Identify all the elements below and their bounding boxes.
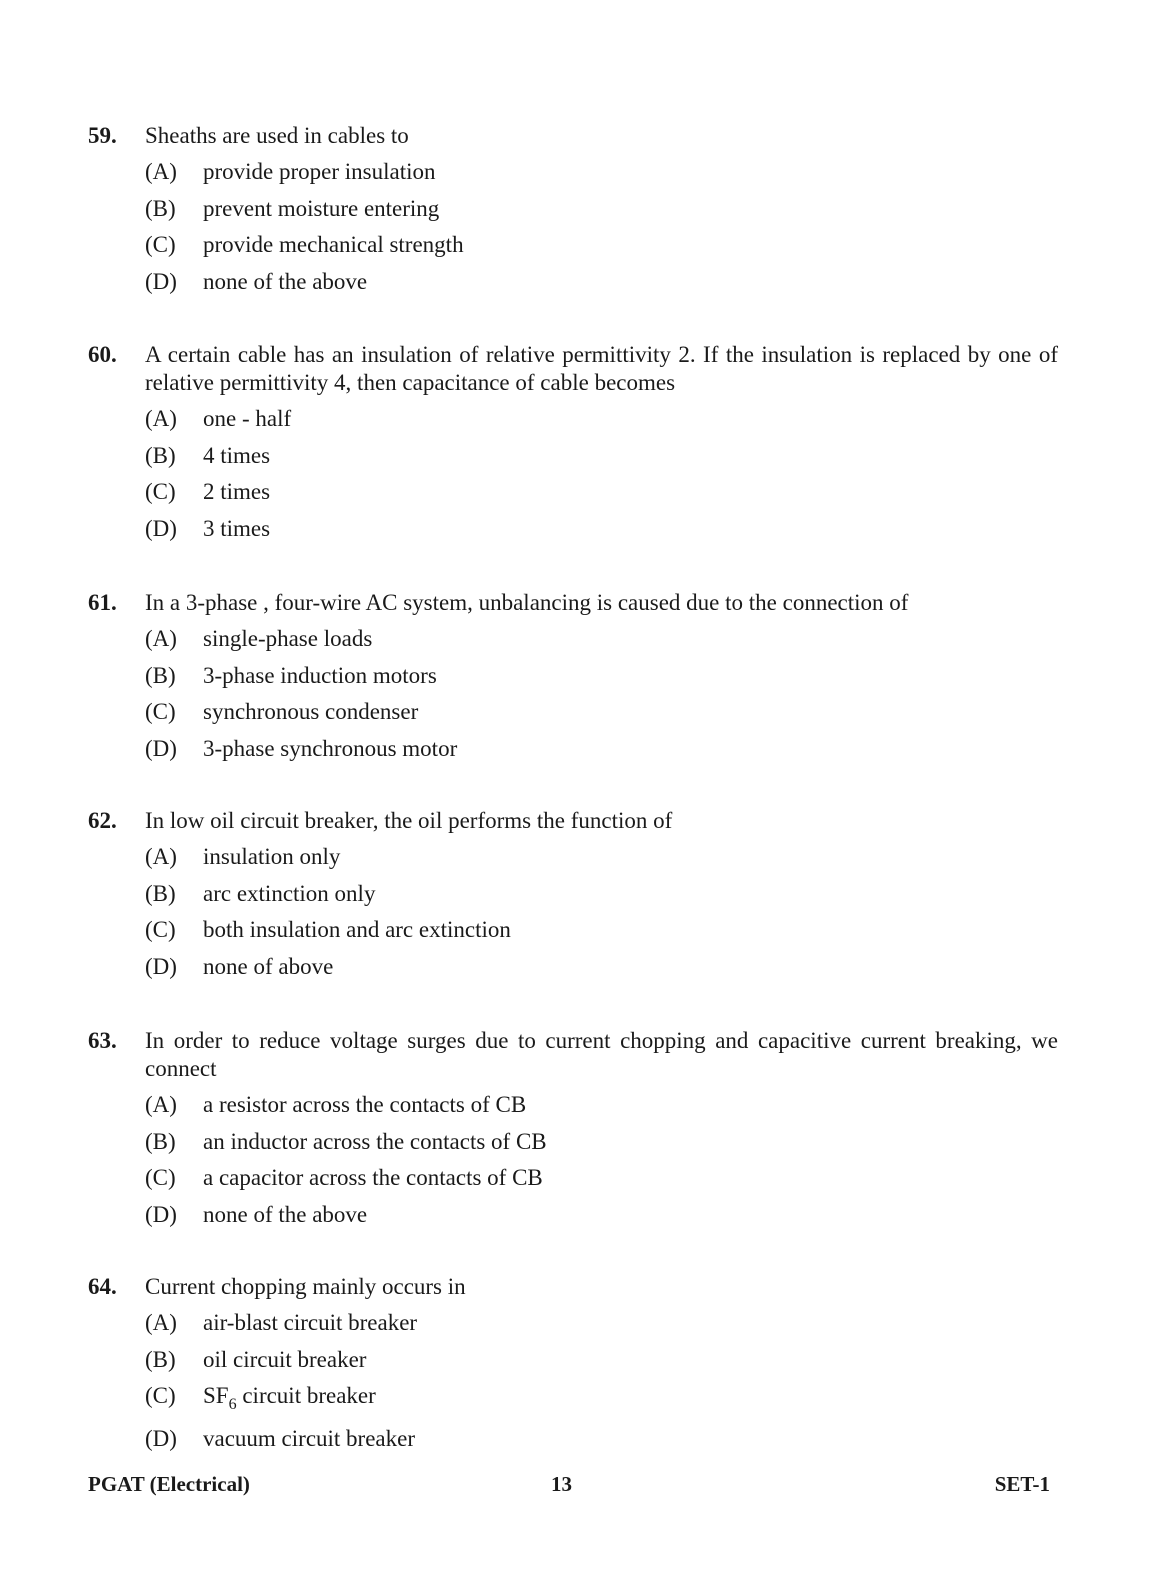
option-d bbox=[145, 1425, 1058, 1462]
option-letter: (C) bbox=[145, 699, 176, 725]
option-a bbox=[145, 843, 1058, 880]
option-text: oil circuit breaker bbox=[203, 1346, 367, 1372]
question-number: 59. bbox=[88, 123, 117, 148]
option-letter: (B) bbox=[145, 662, 176, 688]
question-number: 64. bbox=[88, 1274, 117, 1299]
option-b bbox=[145, 880, 1058, 917]
option-c bbox=[145, 1382, 1058, 1425]
option-letter: (B) bbox=[145, 1128, 176, 1154]
option-a bbox=[145, 1091, 1058, 1128]
question-text: In order to reduce voltage surges due to current chopping and capacitive current breaking, we connect bbox=[145, 1028, 1058, 1081]
option-letter: (D) bbox=[145, 515, 177, 541]
option-text: both insulation and arc extinction bbox=[203, 917, 511, 943]
option-b bbox=[145, 1128, 1058, 1165]
option-text: an inductor across the contacts of CB bbox=[203, 1128, 547, 1154]
option-text: none of the above bbox=[203, 1201, 368, 1227]
option-text: 2 times bbox=[203, 479, 271, 505]
option-letter: (D) bbox=[145, 953, 177, 979]
option-letter: (C) bbox=[145, 232, 176, 258]
option-d bbox=[145, 268, 1058, 305]
option-text: none of above bbox=[203, 953, 334, 979]
question-63 bbox=[88, 1027, 1058, 1237]
option-text: synchronous condenser bbox=[203, 699, 419, 725]
option-b bbox=[145, 662, 1058, 699]
option-letter: (B) bbox=[145, 195, 176, 221]
question-number: 61. bbox=[88, 590, 117, 615]
question-60 bbox=[88, 341, 1058, 551]
option-text: prevent moisture entering bbox=[203, 195, 440, 221]
question-text: Sheaths are used in cables to bbox=[145, 123, 409, 148]
option-text: a resistor across the contacts of CB bbox=[203, 1092, 527, 1117]
option-letter: (B) bbox=[145, 442, 176, 468]
option-text: 4 times bbox=[203, 442, 271, 468]
question-number: 60. bbox=[88, 342, 117, 367]
footer-set-label: SET-1 bbox=[994, 1472, 1050, 1496]
page-number: 13 bbox=[551, 1472, 572, 1496]
options-list bbox=[145, 625, 1058, 771]
option-text: vacuum circuit breaker bbox=[203, 1426, 415, 1452]
option-letter: (D) bbox=[145, 735, 177, 761]
options-list bbox=[145, 1091, 1058, 1237]
option-a bbox=[145, 405, 1058, 442]
question-64 bbox=[88, 1273, 1058, 1462]
option-letter: (A) bbox=[145, 1092, 177, 1117]
question-62 bbox=[88, 807, 1058, 989]
option-letter: (C) bbox=[145, 1383, 176, 1409]
option-text: insulation only bbox=[203, 844, 341, 869]
option-text: one - half bbox=[203, 406, 292, 431]
option-text: single-phase loads bbox=[203, 626, 373, 651]
question-text: In low oil circuit breaker, the oil performs the function of bbox=[145, 808, 673, 833]
option-c bbox=[145, 916, 1058, 953]
option-letter: (D) bbox=[145, 1201, 177, 1227]
option-d bbox=[145, 953, 1058, 990]
option-a bbox=[145, 158, 1058, 195]
option-d bbox=[145, 515, 1058, 552]
option-d bbox=[145, 735, 1058, 772]
option-text: a capacitor across the contacts of CB bbox=[203, 1165, 543, 1191]
option-c bbox=[145, 478, 1058, 515]
option-b bbox=[145, 442, 1058, 479]
option-letter: (C) bbox=[145, 917, 176, 943]
option-text: provide mechanical strength bbox=[203, 232, 464, 258]
question-text: Current chopping mainly occurs in bbox=[145, 1274, 466, 1299]
option-letter: (A) bbox=[145, 1310, 177, 1335]
page-footer bbox=[88, 1472, 1050, 1502]
question-number: 62. bbox=[88, 808, 117, 833]
option-b bbox=[145, 1346, 1058, 1383]
option-letter: (A) bbox=[145, 406, 177, 431]
option-letter: (A) bbox=[145, 844, 177, 869]
option-letter: (A) bbox=[145, 159, 177, 184]
option-c bbox=[145, 698, 1058, 735]
option-text: 3 times bbox=[203, 515, 271, 541]
option-text bbox=[203, 1382, 376, 1414]
option-letter: (A) bbox=[145, 626, 177, 651]
option-d bbox=[145, 1201, 1058, 1238]
option-text: air-blast circuit breaker bbox=[203, 1310, 418, 1335]
question-text: A certain cable has an insulation of relative permittivity 2. If the insulation is replaced by one of relative permittivity 4, then capacitance of cable becomes bbox=[145, 342, 1058, 395]
option-letter: (D) bbox=[145, 1426, 177, 1452]
footer-exam-title: PGAT (Electrical) bbox=[88, 1472, 250, 1496]
option-letter: (C) bbox=[145, 479, 176, 505]
options-list bbox=[145, 1309, 1058, 1462]
subscript: 6 bbox=[228, 1396, 237, 1414]
option-letter: (B) bbox=[145, 880, 176, 906]
question-59 bbox=[88, 122, 1058, 304]
options-list bbox=[145, 843, 1058, 989]
option-text-suffix: circuit breaker bbox=[236, 1383, 376, 1409]
option-a bbox=[145, 625, 1058, 662]
option-text: 3-phase induction motors bbox=[203, 662, 437, 688]
options-list bbox=[145, 405, 1058, 551]
option-c bbox=[145, 231, 1058, 268]
option-text: arc extinction only bbox=[203, 880, 376, 906]
option-text: none of the above bbox=[203, 268, 368, 294]
question-number: 63. bbox=[88, 1028, 117, 1053]
option-letter: (C) bbox=[145, 1165, 176, 1191]
option-a bbox=[145, 1309, 1058, 1346]
option-text-prefix: SF bbox=[203, 1383, 229, 1409]
option-c bbox=[145, 1164, 1058, 1201]
option-letter: (B) bbox=[145, 1346, 176, 1372]
options-list bbox=[145, 158, 1058, 304]
question-61 bbox=[88, 589, 1058, 771]
option-b bbox=[145, 195, 1058, 232]
option-text: 3-phase synchronous motor bbox=[203, 735, 458, 761]
option-text: provide proper insulation bbox=[203, 159, 436, 184]
option-letter: (D) bbox=[145, 268, 177, 294]
question-text: In a 3-phase , four-wire AC system, unbalancing is caused due to the connection of bbox=[145, 590, 909, 615]
